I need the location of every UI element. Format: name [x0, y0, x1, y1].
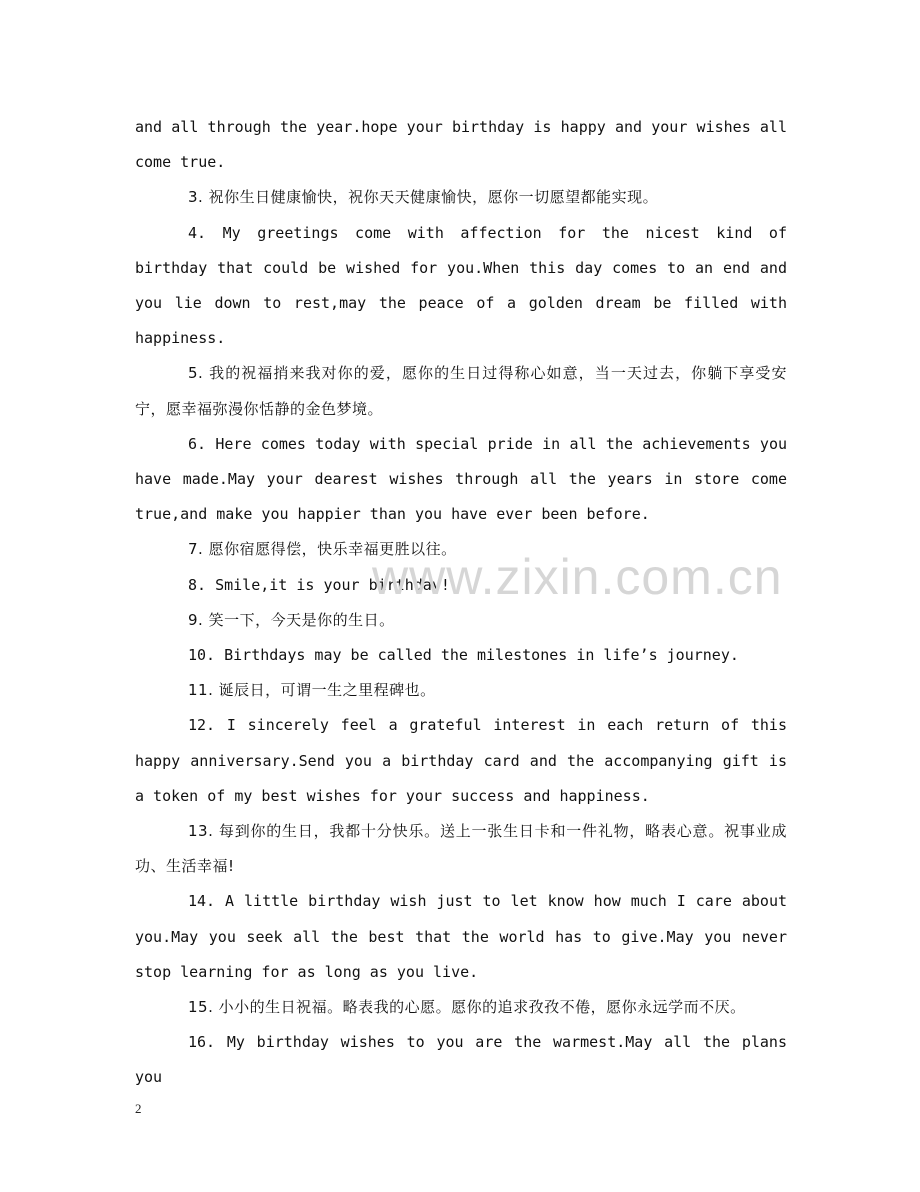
paragraph-item-12: 12. I sincerely feel a grateful interest in each return of this happy anniversary.Send you a birthday card and the accompanying gift is a token of my best wishes for your success and happiness.	[135, 716, 787, 805]
paragraph-item-16: 16. My birthday wishes to you are the warmest.May all the plans you	[135, 1033, 787, 1087]
paragraph-item-7: 7. 愿你宿愿得偿，快乐幸福更胜以往。	[188, 540, 457, 559]
paragraph-item-6: 6. Here comes today with special pride in all the achievements you have made.May your dearest wishes through all the years in store come true,and make you happier than you have ever been before.	[135, 434, 787, 524]
watermark: www.zixin.com.cn	[372, 549, 783, 605]
paragraph-item-8: 8. Smile,it is your birthday!	[188, 575, 450, 594]
page-number: 2	[135, 1101, 142, 1116]
paragraph-item-14: 14. A little birthday wish just to let know how much I care about you.May you seek all the best that the world has to give.May you never stop learning for as long as you live.	[135, 892, 787, 981]
paragraph-item-15: 15. 小小的生日祝福。略表我的心愿。愿你的追求孜孜不倦，愿你永远学而不厌。	[188, 998, 746, 1017]
paragraph-item-9: 9. 笑一下，今天是你的生日。	[188, 610, 395, 629]
paragraph-item-4: 4. My greetings come with affection for the nicest kind of birthday that could be wished for you.When this day comes to an end and you lie down to rest,may the peace of a golden dream be filled with happiness.	[135, 223, 787, 348]
paragraph-item-10: 10. Birthdays may be called the milestones in life’s journey.	[188, 646, 739, 665]
paragraph-item-11: 11. 诞辰日，可谓一生之里程碑也。	[188, 681, 436, 700]
paragraph-continuation: and all through the year.hope your birthday is happy and your wishes all come true.	[135, 118, 787, 172]
paragraph-item-5: 5. 我的祝福捎来我对你的爱，愿你的生日过得称心如意，当一天过去，你躺下享受安宁，愿幸福弥漫你恬静的金色梦境。	[135, 364, 787, 418]
paragraph-item-13: 13. 每到你的生日，我都十分快乐。送上一张生日卡和一件礼物，略表心意。祝事业成功、生活幸福!	[135, 822, 787, 876]
paragraph-item-3: 3. 祝你生日健康愉快，祝你天天健康愉快，愿你一切愿望都能实现。	[188, 188, 659, 207]
